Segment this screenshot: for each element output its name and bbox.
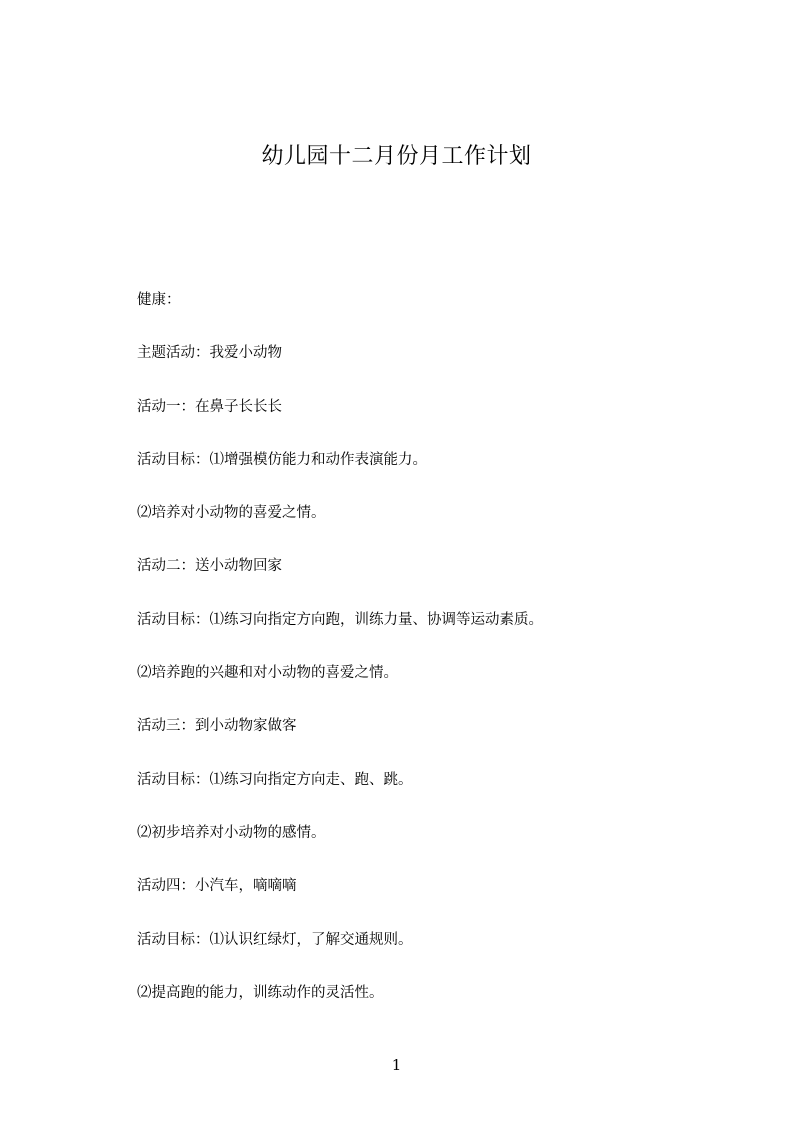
body-line: 活动一：在鼻子长长长 [137, 398, 282, 415]
body-line: 健康： [137, 292, 181, 308]
body-line: 活动二：送小动物回家 [137, 558, 282, 575]
body-line: 活动三：到小动物家做客 [137, 718, 297, 735]
body-line: 活动目标：⑴练习向指定方向走、跑、跳。 [137, 771, 413, 788]
body-line: ⑵提高跑的能力，训练动作的灵活性。 [137, 984, 384, 1001]
body-line: ⑵培养对小动物的喜爱之情。 [137, 505, 326, 522]
body-line: 活动目标：⑴增强模仿能力和动作表演能力。 [137, 451, 427, 468]
body-line: 活动四：小汽车，嘀嘀嘀 [137, 878, 297, 895]
body-line: 活动目标：⑴练习向指定方向跑，训练力量、协调等运动素质。 [137, 611, 543, 628]
document-body [137, 287, 737, 1033]
body-line: 主题活动：我爱小动物 [137, 345, 282, 362]
body-line: ⑵培养跑的兴趣和对小动物的喜爱之情。 [137, 665, 398, 682]
page-number: 1 [391, 1056, 402, 1074]
body-line: 活动目标：⑴认识红绿灯，了解交通规则。 [137, 931, 413, 948]
body-line: ⑵初步培养对小动物的感情。 [137, 824, 326, 841]
document-title: 幼儿园十二月份月工作计划 [261, 144, 532, 169]
